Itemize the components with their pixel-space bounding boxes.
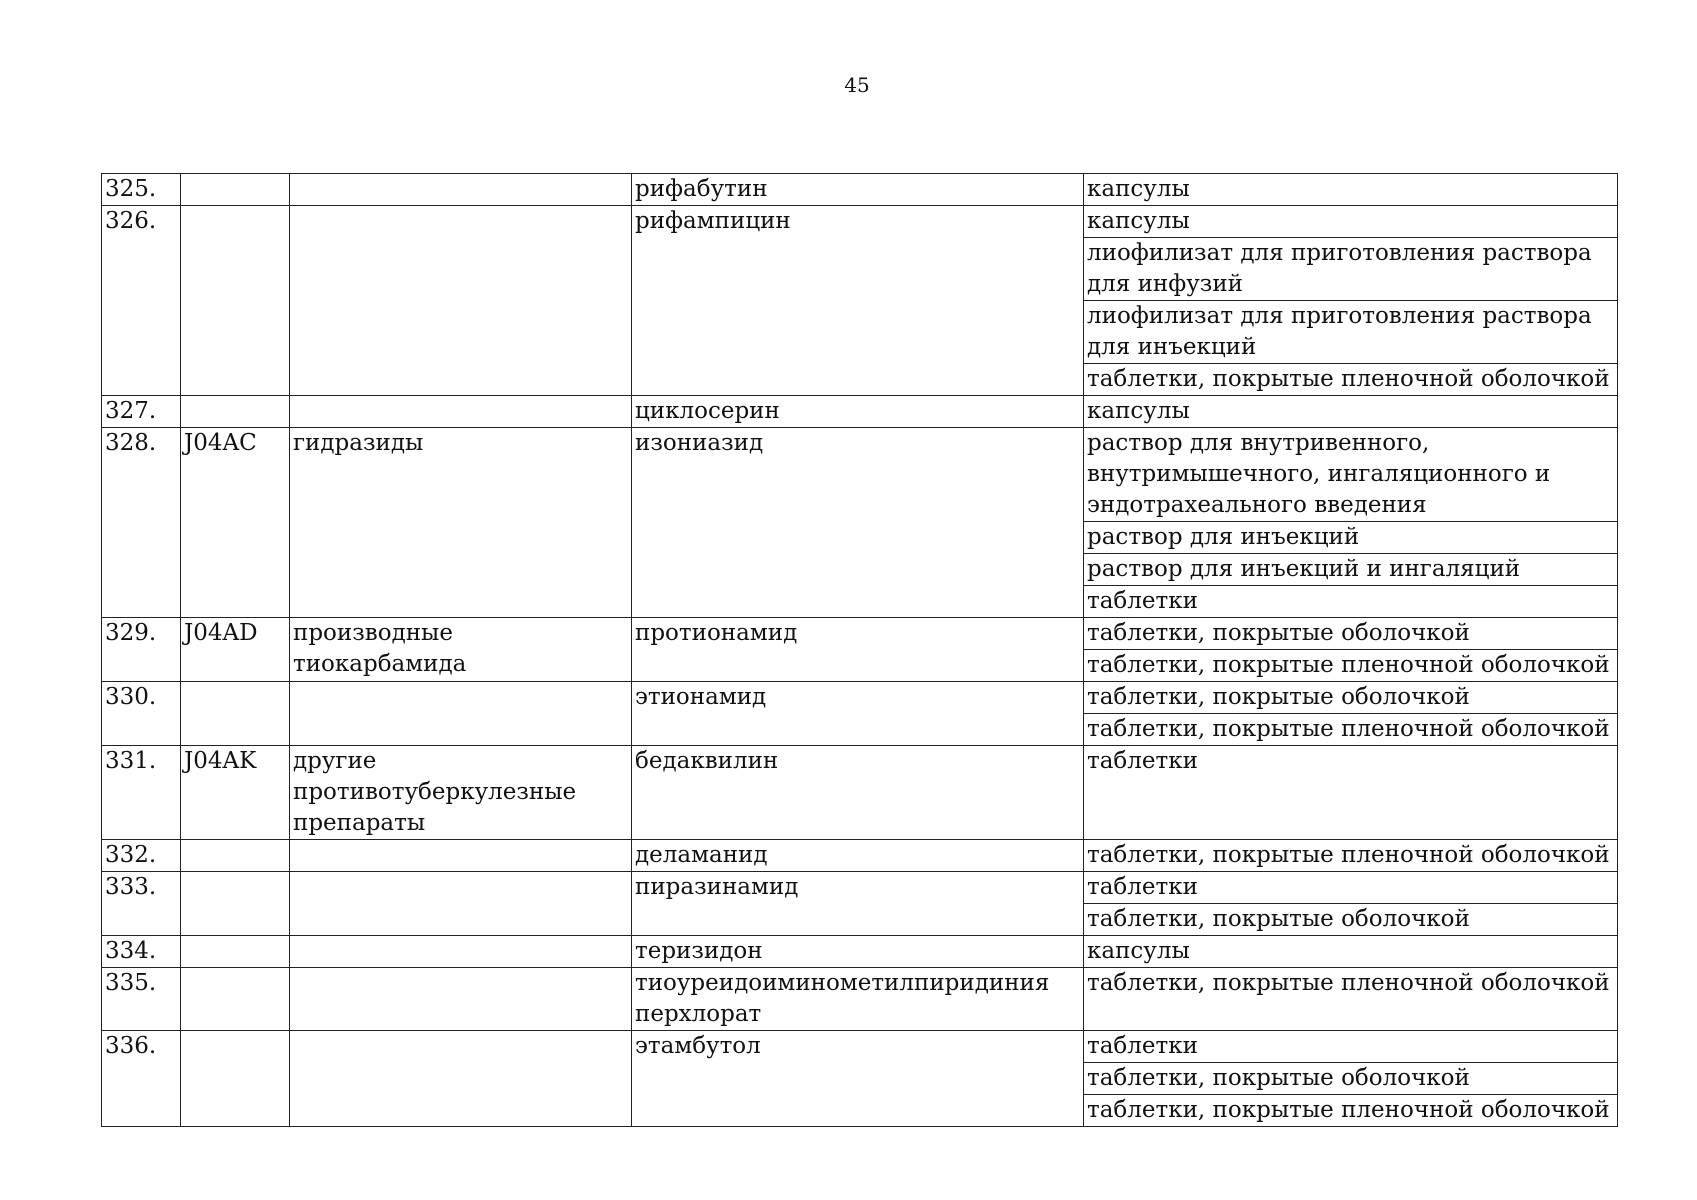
row-number: 336. xyxy=(102,1031,181,1127)
dosage-form: таблетки xyxy=(1084,746,1618,840)
dosage-form: таблетки, покрытые пленочной оболочкой xyxy=(1084,1095,1618,1127)
atc-code xyxy=(181,968,290,1031)
row-number: 326. xyxy=(102,206,181,396)
table-row xyxy=(102,206,1618,238)
pharmacological-group: производные тиокарбамида xyxy=(290,618,632,682)
dosage-form: раствор для внутривенного, внутримышечного, ингаляционного и эндотрахеального введения xyxy=(1084,428,1618,522)
pharmacological-group xyxy=(290,682,632,746)
row-number: 333. xyxy=(102,872,181,936)
atc-code: J04AD xyxy=(181,618,290,682)
table-row xyxy=(102,872,1618,904)
row-number: 329. xyxy=(102,618,181,682)
table-row xyxy=(102,968,1618,1031)
drug-name: циклосерин xyxy=(632,396,1084,428)
table-body xyxy=(102,174,1618,1127)
pharmacological-group xyxy=(290,396,632,428)
drug-name: тиоуреидоиминометилпиридиния перхлорат xyxy=(632,968,1084,1031)
drug-name: изониазид xyxy=(632,428,1084,618)
atc-code: J04AC xyxy=(181,428,290,618)
dosage-form: капсулы xyxy=(1084,174,1618,206)
drug-table xyxy=(101,173,1618,1127)
drug-name: пиразинамид xyxy=(632,872,1084,936)
atc-code xyxy=(181,840,290,872)
atc-code: J04AK xyxy=(181,746,290,840)
pharmacological-group xyxy=(290,968,632,1031)
drug-name: теризидон xyxy=(632,936,1084,968)
drug-name: рифампицин xyxy=(632,206,1084,396)
table-row xyxy=(102,936,1618,968)
page-number: 45 xyxy=(844,73,870,97)
dosage-form: таблетки, покрытые пленочной оболочкой xyxy=(1084,714,1618,746)
dosage-form: капсулы xyxy=(1084,936,1618,968)
dosage-form: капсулы xyxy=(1084,206,1618,238)
dosage-form: таблетки, покрытые оболочкой xyxy=(1084,904,1618,936)
dosage-form: лиофилизат для приготовления раствора для инфузий xyxy=(1084,238,1618,301)
row-number: 328. xyxy=(102,428,181,618)
row-number: 325. xyxy=(102,174,181,206)
dosage-form: капсулы xyxy=(1084,396,1618,428)
dosage-form: раствор для инъекций и ингаляций xyxy=(1084,554,1618,586)
drug-name: бедаквилин xyxy=(632,746,1084,840)
dosage-form: лиофилизат для приготовления раствора для инъекций xyxy=(1084,301,1618,364)
dosage-form: раствор для инъекций xyxy=(1084,522,1618,554)
drug-name: этионамид xyxy=(632,682,1084,746)
table-row xyxy=(102,682,1618,714)
atc-code xyxy=(181,206,290,396)
row-number: 335. xyxy=(102,968,181,1031)
drug-name: рифабутин xyxy=(632,174,1084,206)
row-number: 331. xyxy=(102,746,181,840)
row-number: 330. xyxy=(102,682,181,746)
pharmacological-group xyxy=(290,872,632,936)
table-row xyxy=(102,746,1618,840)
dosage-form: таблетки, покрытые оболочкой xyxy=(1084,618,1618,650)
atc-code xyxy=(181,682,290,746)
pharmacological-group: другие противотуберкулезные препараты xyxy=(290,746,632,840)
drug-name: протионамид xyxy=(632,618,1084,682)
atc-code xyxy=(181,174,290,206)
pharmacological-group xyxy=(290,174,632,206)
pharmacological-group xyxy=(290,206,632,396)
atc-code xyxy=(181,872,290,936)
dosage-form: таблетки xyxy=(1084,586,1618,618)
atc-code xyxy=(181,936,290,968)
dosage-form: таблетки, покрытые оболочкой xyxy=(1084,682,1618,714)
row-number: 334. xyxy=(102,936,181,968)
atc-code xyxy=(181,396,290,428)
dosage-form: таблетки, покрытые пленочной оболочкой xyxy=(1084,840,1618,872)
table-row xyxy=(102,618,1618,650)
pharmacological-group xyxy=(290,840,632,872)
table-row xyxy=(102,840,1618,872)
dosage-form: таблетки, покрытые оболочкой xyxy=(1084,1063,1618,1095)
dosage-form: таблетки xyxy=(1084,872,1618,904)
dosage-form: таблетки, покрытые пленочной оболочкой xyxy=(1084,650,1618,682)
row-number: 332. xyxy=(102,840,181,872)
pharmacological-group xyxy=(290,1031,632,1127)
table-row xyxy=(102,174,1618,206)
table-row xyxy=(102,428,1618,522)
pharmacological-group xyxy=(290,936,632,968)
dosage-form: таблетки, покрытые пленочной оболочкой xyxy=(1084,968,1618,1031)
pharmacological-group: гидразиды xyxy=(290,428,632,618)
table-row xyxy=(102,396,1618,428)
row-number: 327. xyxy=(102,396,181,428)
drug-name: этамбутол xyxy=(632,1031,1084,1127)
dosage-form: таблетки, покрытые пленочной оболочкой xyxy=(1084,364,1618,396)
drug-name: деламанид xyxy=(632,840,1084,872)
atc-code xyxy=(181,1031,290,1127)
table-row xyxy=(102,1031,1618,1063)
dosage-form: таблетки xyxy=(1084,1031,1618,1063)
